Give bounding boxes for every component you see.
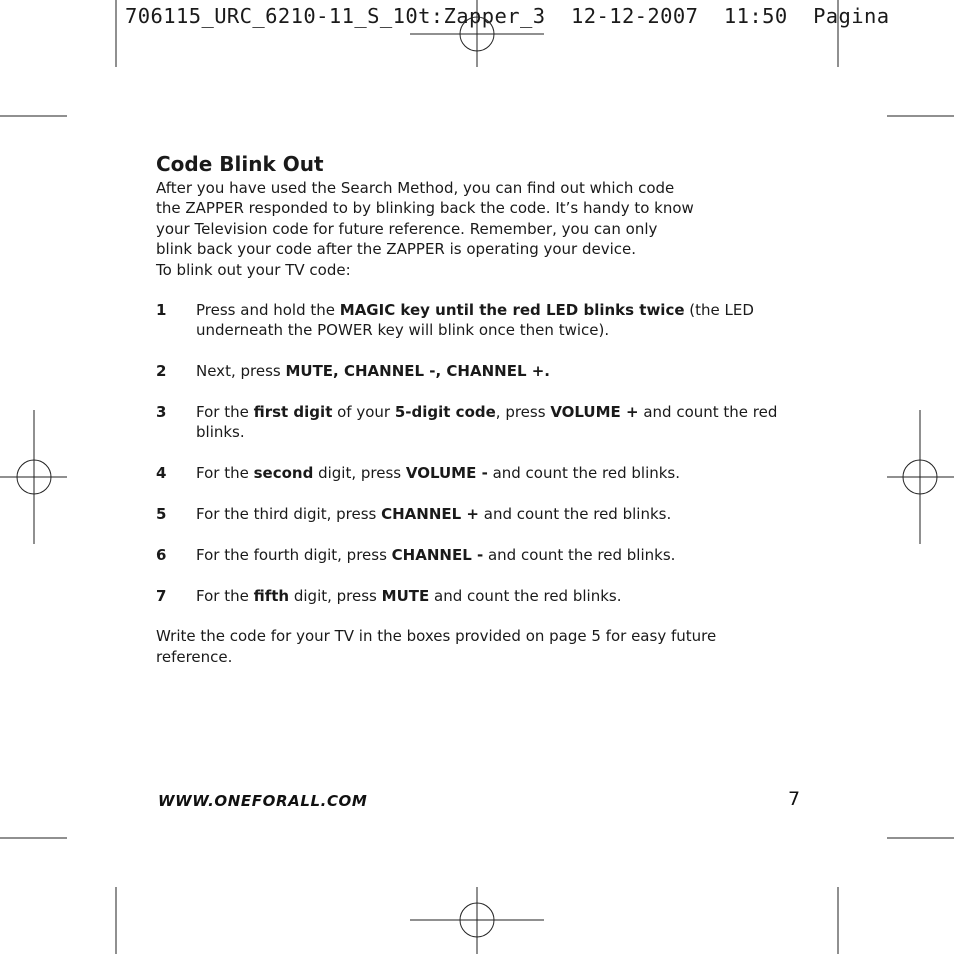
step-number: 6 xyxy=(156,545,167,564)
step-text-segment: For the xyxy=(196,403,254,422)
step-text-segment: and count the red blinks. xyxy=(479,505,672,524)
step-text-segment: and count the red blinks. xyxy=(429,586,622,605)
step-number: 2 xyxy=(156,362,167,381)
step-text-segment: For the xyxy=(196,464,254,483)
intro-paragraph xyxy=(156,178,796,280)
step-emphasis: first digit xyxy=(253,403,333,422)
website-link[interactable]: WWW.ONEFORALL.COM xyxy=(158,792,368,810)
step-emphasis: VOLUME - xyxy=(405,464,488,483)
intro-line: blink back your code after the ZAPPER is operating your device. xyxy=(156,240,637,259)
step-emphasis: MUTE xyxy=(381,586,430,605)
step-text xyxy=(196,362,550,380)
step-text xyxy=(196,587,621,605)
step-emphasis: MUTE, CHANNEL -, CHANNEL +. xyxy=(285,362,550,381)
intro-line: your Television code for future reference. Remember, you can only xyxy=(156,219,658,238)
step-text-segment: For the third digit, press xyxy=(196,505,382,524)
step-text xyxy=(196,403,777,441)
step-text-segment: For the fourth digit, press xyxy=(196,545,392,564)
step-number: 1 xyxy=(156,301,167,320)
intro-line: the ZAPPER responded to by blinking back the code. It’s handy to know xyxy=(156,199,694,218)
step-text-segment: digit, press xyxy=(313,464,406,483)
step-item xyxy=(156,402,796,443)
manual-page-content xyxy=(156,150,796,667)
step-item xyxy=(156,300,796,341)
step-text-segment: For the xyxy=(196,586,254,605)
instruction-steps xyxy=(156,300,796,606)
step-emphasis: CHANNEL + xyxy=(381,505,479,524)
step-text xyxy=(196,546,675,564)
step-number: 3 xyxy=(156,403,167,422)
step-emphasis: fifth xyxy=(253,586,290,605)
step-emphasis: CHANNEL - xyxy=(391,545,484,564)
step-item xyxy=(156,545,796,565)
intro-line: After you have used the Search Method, you can find out which code xyxy=(156,179,675,197)
step-item xyxy=(156,504,796,524)
step-emphasis: second xyxy=(253,464,314,483)
step-number: 4 xyxy=(156,464,167,483)
closing-note: Write the code for your TV in the boxes provided on page 5 for easy future reference. xyxy=(156,627,717,666)
page-number: 7 xyxy=(788,788,801,810)
step-number: 5 xyxy=(156,505,167,524)
step-text-segment: and count the red blinks. xyxy=(483,545,676,564)
step-text-segment: , press xyxy=(495,403,551,422)
step-text-segment: and count the red blinks. xyxy=(196,403,778,442)
step-text-segment: Next, press xyxy=(196,362,286,381)
step-emphasis: 5-digit code xyxy=(394,403,496,422)
registration-target-right xyxy=(887,410,954,544)
step-text-segment: of your xyxy=(332,403,395,422)
print-slug-line: 706115_URC_6210-11_S_10t:Zapper_3 12-12-2007 11:50 Pagina xyxy=(125,4,890,28)
step-item xyxy=(156,361,796,381)
step-text-segment: Press and hold the xyxy=(196,301,340,320)
step-text xyxy=(196,505,671,523)
step-emphasis: VOLUME + xyxy=(550,403,639,422)
step-item xyxy=(156,463,796,483)
step-text xyxy=(196,464,680,482)
registration-target-bottom xyxy=(410,887,544,954)
step-text-segment: (the LED underneath the POWER key will blink once then twice). xyxy=(196,301,754,340)
step-text-segment: digit, press xyxy=(289,586,382,605)
step-number: 7 xyxy=(156,586,167,605)
intro-line: To blink out your TV code: xyxy=(156,260,351,279)
registration-target-left xyxy=(0,410,67,544)
step-item xyxy=(156,586,796,606)
step-emphasis: MAGIC key until the red LED blinks twice xyxy=(339,301,685,320)
step-text-segment: and count the red blinks. xyxy=(487,464,681,483)
step-text xyxy=(196,301,754,339)
section-title: Code Blink Out xyxy=(156,152,324,176)
